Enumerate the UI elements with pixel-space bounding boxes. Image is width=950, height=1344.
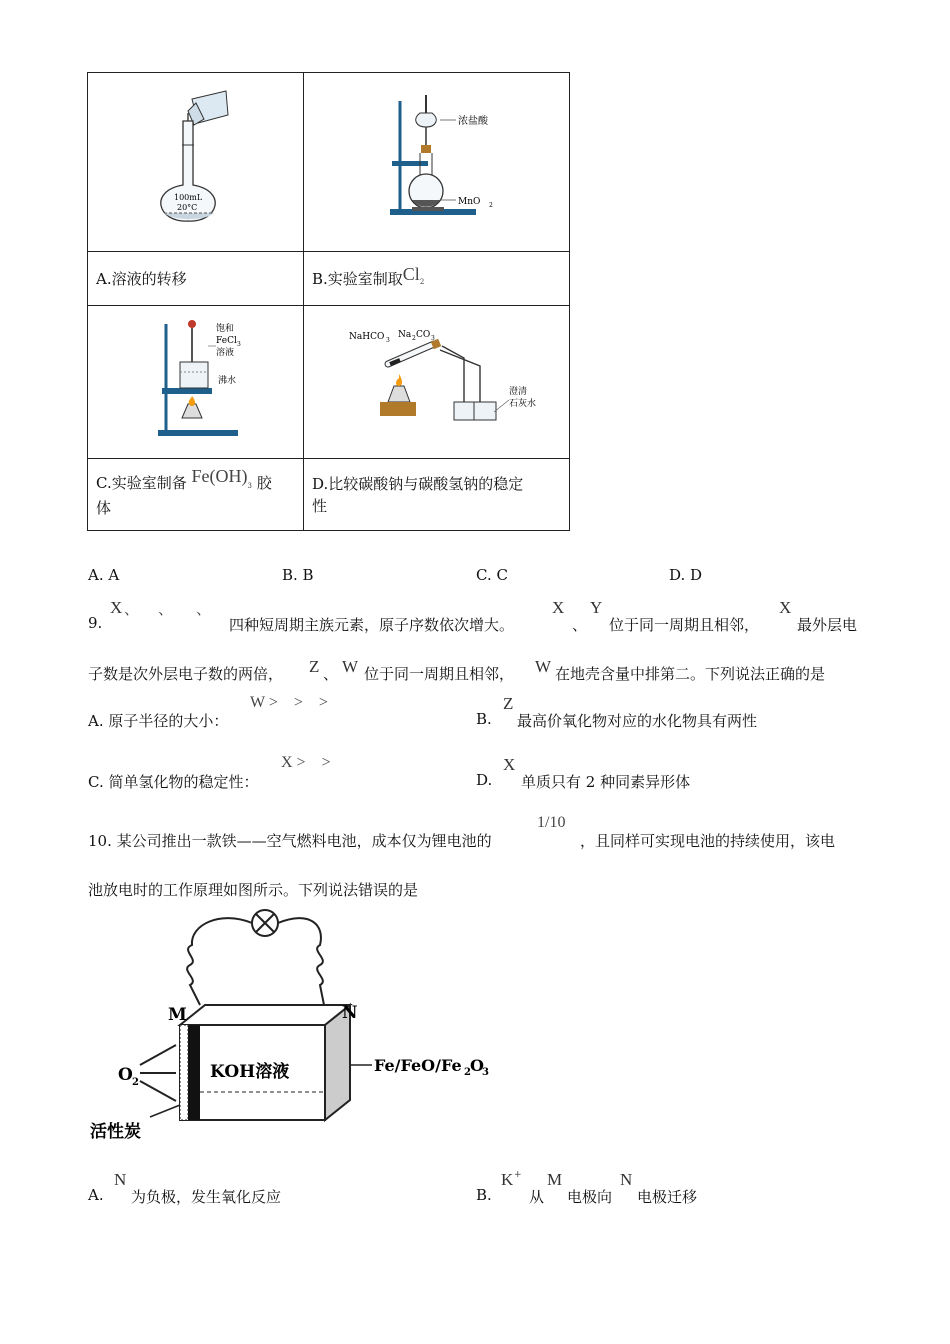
cell-d-image	[304, 306, 570, 459]
label-conc-hcl: 浓盐酸	[458, 116, 488, 127]
volumetric-flask-figure	[88, 73, 303, 247]
q9-option-d-label: D.	[476, 771, 493, 789]
q9-option-b: 最高价氧化物对应的水化物具有两性	[517, 712, 758, 730]
q9-option-a: A. 原子半径的大小：	[88, 712, 229, 730]
q10-option-a-sym: N	[114, 1170, 127, 1189]
q9-number: 9.	[88, 614, 103, 632]
label-mno2: MnO	[458, 197, 481, 207]
svg-text:3: 3	[482, 1067, 489, 1078]
formula-cl: Cl	[402, 264, 420, 284]
q9-sym-y: Y	[590, 598, 603, 617]
svg-text:O: O	[470, 1056, 484, 1075]
svg-text:3: 3	[237, 341, 241, 348]
fuel-cell-diagram	[90, 905, 490, 1145]
label-fecl3: FeCl	[216, 336, 237, 346]
flask-volume-label: 100mL	[174, 193, 203, 202]
q10-option-b-label: B.	[476, 1186, 492, 1204]
q10-line1-a: 10. 某公司推出一款铁——空气燃料电池，成本仅为锂电池的	[88, 832, 492, 850]
caption-a: A.溶液的转移	[88, 252, 304, 306]
q8-option-d: D. D	[669, 566, 703, 584]
q9-option-d-sym: X	[503, 755, 516, 774]
q8-option-b: B. B	[282, 566, 314, 584]
svg-text:2: 2	[412, 335, 416, 342]
q9-sym-x: X	[110, 598, 123, 617]
q9-sym-z: Z	[309, 657, 320, 676]
label-n: N	[342, 1003, 358, 1023]
label-clear: 澄清	[509, 387, 528, 397]
caption-b: B.实验室制取Cl2	[304, 252, 570, 306]
q10-option-b-n: N	[620, 1170, 633, 1189]
q9-text-outer: 最外层电	[797, 616, 858, 634]
carbonate-stability-figure	[304, 306, 569, 454]
chlorine-apparatus-figure	[304, 73, 569, 247]
svg-text:2: 2	[464, 1067, 471, 1078]
formula-feoh: Fe(OH)	[191, 465, 248, 486]
q10-fraction: 1/10	[537, 814, 566, 831]
q9-option-c: C. 简单氢化物的稳定性：	[88, 773, 259, 791]
label-o2: O	[118, 1065, 133, 1085]
label-nahco3: NaHCO	[349, 332, 385, 342]
q9-option-a-expr: W > > >	[250, 694, 328, 711]
label-limewater: 石灰水	[509, 399, 537, 409]
cell-b-image	[304, 73, 570, 252]
q10-option-b-m: M	[547, 1170, 563, 1189]
fe-oh3-colloid-figure	[88, 306, 303, 454]
q8-option-c: C. C	[476, 566, 508, 584]
flask-temp-label: 20°C	[177, 203, 198, 212]
svg-text:2: 2	[489, 202, 493, 209]
q9-line2-b: 位于同一周期且相邻，	[364, 665, 515, 683]
label-solution: 溶液	[216, 348, 235, 358]
q10-line2: 池放电时的工作原理如图所示。下列说法错误的是	[88, 881, 419, 899]
label-koh: KOH溶液	[210, 1062, 290, 1082]
q9-line1-text: 四种短周期主族元素，原子序数依次增大。	[229, 616, 515, 634]
experiment-table	[87, 72, 570, 531]
q10-option-a-label: A.	[88, 1186, 104, 1204]
q9-option-b-sym: Z	[503, 694, 514, 713]
q9-option-d: 单质只有 2 种同素异形体	[521, 773, 691, 791]
cell-a-image	[88, 73, 304, 252]
q10-option-b-ion: K	[501, 1170, 514, 1189]
q10-line1-b: ，且同样可实现电池的持续使用，该电	[580, 832, 836, 850]
q9-sym-x2: X	[552, 598, 565, 617]
label-fe-electrode: Fe/FeO/Fe	[374, 1056, 462, 1075]
q8-option-a: A. A	[88, 566, 120, 584]
label-m: M	[168, 1005, 187, 1025]
q9-sym-w: W	[342, 657, 359, 676]
q9-sym-x3: X	[779, 598, 792, 617]
q9-option-b-label: B.	[476, 710, 492, 728]
label-carbon: 活性炭	[90, 1122, 141, 1142]
cell-c-image	[88, 306, 304, 459]
q10-option-b: 电极迁移	[637, 1188, 698, 1206]
svg-text:3: 3	[386, 337, 390, 344]
q9-text-pos: 位于同一周期且相邻，	[609, 616, 760, 634]
label-boiling-water: 沸水	[218, 376, 237, 386]
caption-d: D.比较碳酸钠与碳酸氢钠的稳定 性	[304, 459, 570, 531]
q9-line2-a: 子数是次外层电子数的两倍，	[88, 665, 284, 683]
caption-c: C.实验室制备 Fe(OH)3 胶 体	[88, 459, 304, 531]
label-saturated: 饱和	[216, 324, 235, 334]
q9-sym-w2: W	[535, 657, 552, 676]
svg-text:CO: CO	[416, 330, 431, 340]
svg-text:2: 2	[132, 1077, 139, 1088]
q9-option-c-expr: X > >	[281, 754, 331, 771]
q9-line2-c: 在地壳含量中排第二。下列说法正确的是	[555, 665, 826, 683]
label-na2co3: Na	[398, 330, 412, 340]
q10-option-a: 为负极，发生氧化反应	[131, 1188, 282, 1206]
svg-text:3: 3	[431, 335, 435, 342]
